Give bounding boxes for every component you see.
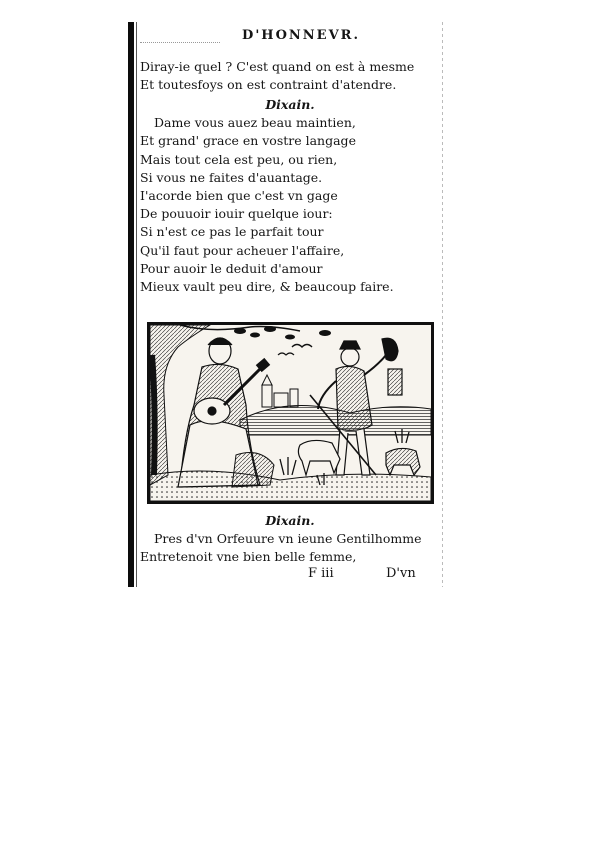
- running-head-rule: [140, 42, 220, 43]
- verse-line: Entretenoit vne bien belle femme,: [140, 549, 357, 565]
- verse-line: Mieux vault peu dire, & beaucoup faire.: [140, 279, 394, 295]
- page-footer: [140, 566, 440, 586]
- verse-line: Pour auoir le deduit d'amour: [140, 260, 323, 276]
- verse-line: Si n'est ce pas le parfait tour: [140, 224, 324, 240]
- verse-line: De pouuoir iouir quelque iour:: [140, 206, 333, 222]
- verse-line: Mais tout cela est peu, ou rien,: [140, 151, 338, 167]
- poem-dixain-2: [140, 512, 440, 567]
- verse-line: Si vous ne faites d'auantage.: [140, 169, 323, 185]
- running-head: [140, 26, 440, 50]
- running-head-title: D'HONNEVR.: [242, 28, 360, 43]
- poem-dixain-1: [140, 96, 440, 296]
- verse-line: Dame vous auez beau maintien,: [154, 115, 356, 131]
- verse-line: Diray-ie quel ? C'est quand on est à mesme: [140, 59, 415, 74]
- verse-line: Et grand' grace en vostre langage: [140, 133, 356, 149]
- woodcut-scene-image: [150, 325, 431, 501]
- signature-mark: F iii: [308, 566, 334, 581]
- verse-line: I'acorde bien que c'est vn gage: [140, 188, 338, 204]
- woodcut-illustration: [147, 322, 434, 504]
- verse-line: Qu'il faut pour acheuer l'affaire,: [140, 242, 345, 258]
- poem-heading: Dixain.: [265, 97, 315, 112]
- poem-heading: Dixain.: [265, 513, 315, 528]
- catchword: D'vn: [386, 566, 416, 581]
- verse-line: Pres d'vn Orfeuure vn ieune Gentilhomme: [154, 531, 422, 547]
- page-gutter-line: [136, 22, 137, 587]
- page-gutter-shadow: [128, 22, 134, 587]
- page-edge: [442, 22, 443, 587]
- verse-line: Et toutesfoys on est contraint d'atendre.: [140, 77, 397, 93]
- stanza-continuation: [140, 58, 440, 94]
